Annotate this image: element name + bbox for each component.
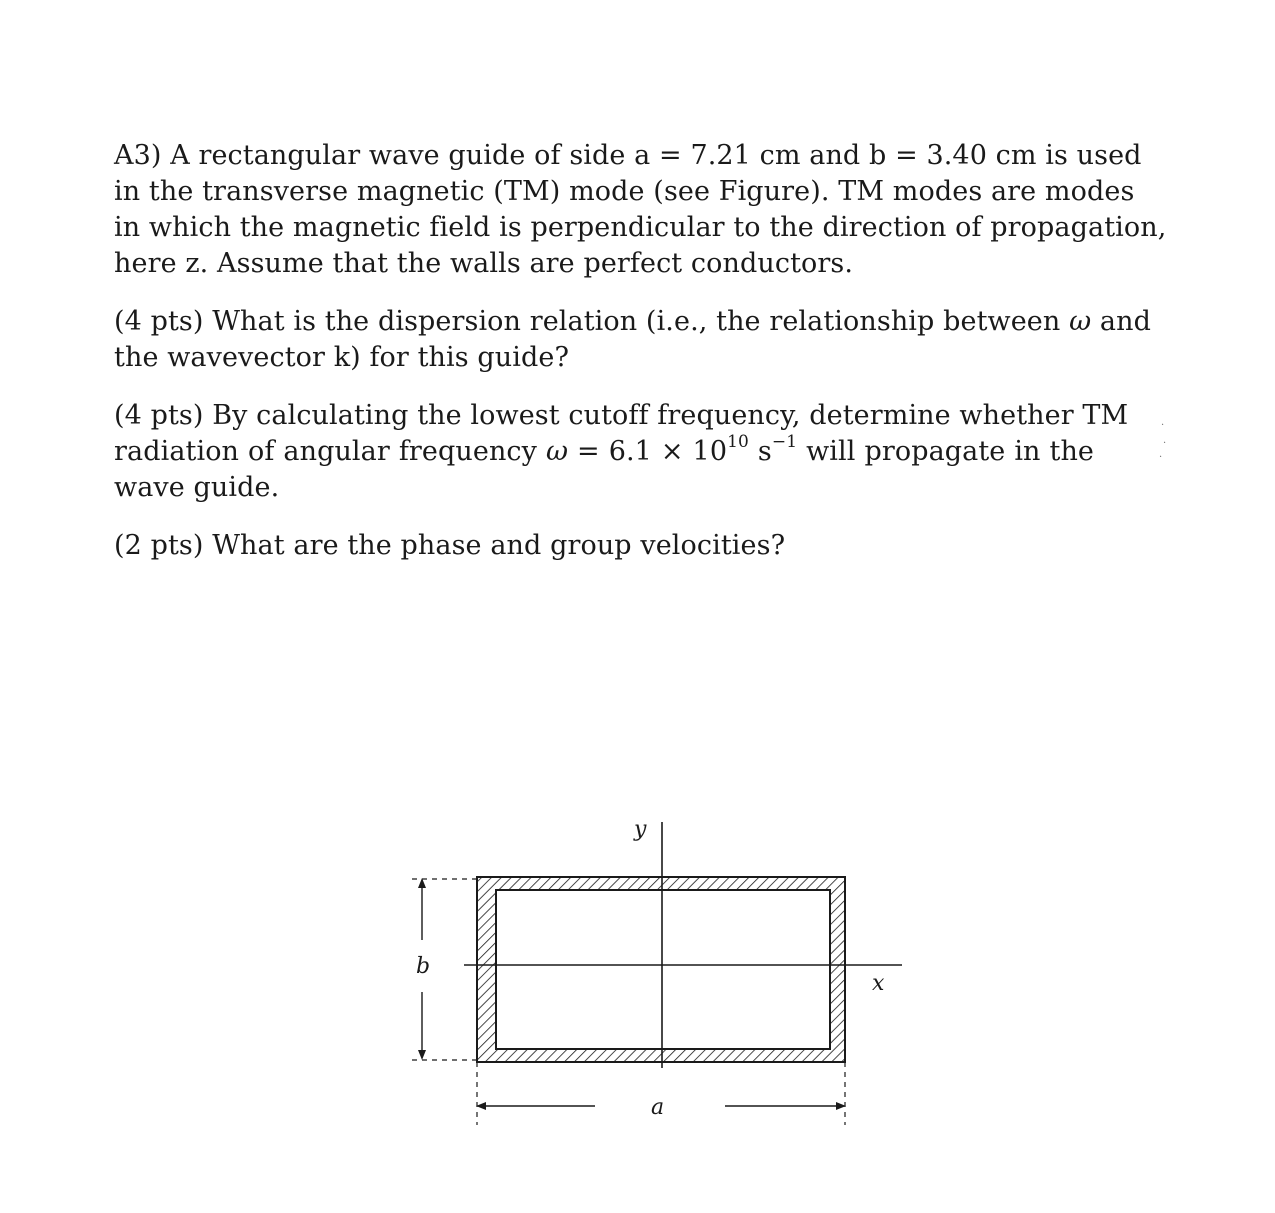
omega-symbol: ω — [1069, 306, 1092, 337]
waveguide-inner-boundary — [496, 890, 830, 1049]
label-a: a — [651, 1095, 665, 1120]
intro-line-3: in which the magnetic field is perpendicular to the direction of propagation, — [114, 212, 1167, 243]
label-b: b — [416, 954, 431, 979]
q2-line-2: radiation of angular frequency $\omega = 6.1 \times 10^{10}$ $s^{-1}$ will propagate in the — [114, 432, 1095, 467]
q1-line-2: the wavevector k) for this guide? — [114, 342, 570, 373]
intro-line-1: A3) A rectangular wave guide of side a = 7.21 cm and b = 3.40 cm is used — [114, 140, 1142, 171]
q3-line-1: (2 pts) What are the phase and group velocities? — [114, 530, 786, 561]
label-x: x — [872, 971, 885, 996]
waveguide-figure — [400, 800, 920, 1140]
scan-mark: · — [1161, 420, 1165, 431]
b-arrowhead-down — [418, 1050, 426, 1060]
label-y: y — [634, 817, 647, 842]
question-cutoff — [114, 398, 1129, 506]
omega-symbol: ω — [545, 436, 569, 467]
question-velocities — [114, 528, 1094, 564]
intro-line-4: here z. Assume that the walls are perfect conductors. — [114, 248, 854, 279]
scan-mark: · — [1159, 452, 1163, 463]
intro-line-2: in the transverse magnetic (TM) mode (see Figure). TM modes are modes — [114, 176, 1135, 207]
q2-line-3: wave guide. — [114, 472, 280, 503]
question-dispersion — [114, 304, 1151, 376]
scan-mark: · — [1163, 438, 1167, 449]
problem-intro — [114, 138, 1167, 282]
q2-line-1: (4 pts) By calculating the lowest cutoff frequency, determine whether TM — [114, 400, 1129, 431]
q1-line-1: (4 pts) What is the dispersion relation (i.e., the relationship between ω and — [114, 306, 1151, 337]
